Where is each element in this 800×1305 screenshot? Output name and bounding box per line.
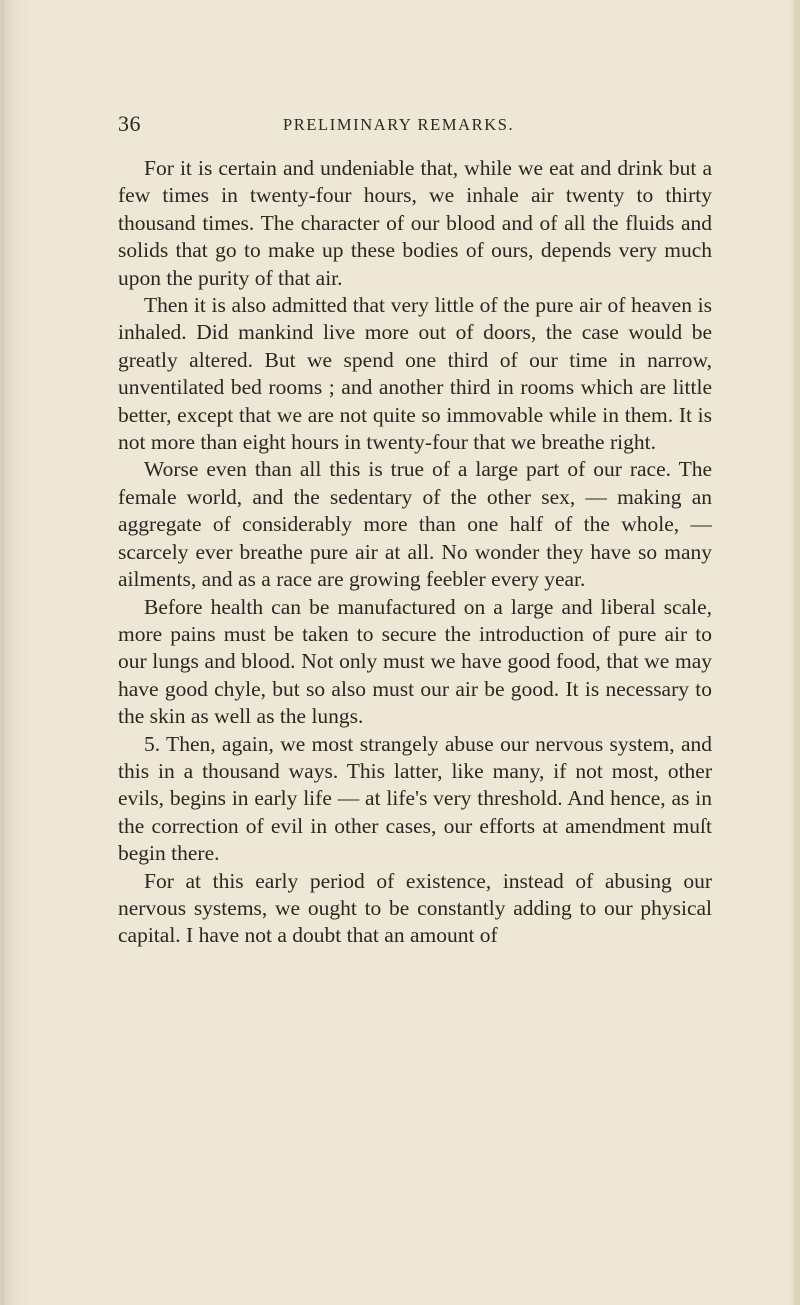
paragraph-4: Before health can be manufactured on a large and liberal scale, more pains must be taken to secure the introduction of pure air to our lungs and blood. Not only must we have good food, that we may have good chyle, but so also must our air be good. It is necessary to the skin as well as the lungs. <box>118 594 712 729</box>
page-gutter-shadow <box>0 0 4 1305</box>
body-text <box>118 155 712 950</box>
running-title: PRELIMINARY REMARKS. <box>283 115 515 134</box>
paragraph-6: For at this early period of existence, instead of abusing our nervous systems, we ought to be constantly adding to our physical capital. I have not a doubt that an amount of <box>118 868 712 948</box>
paragraph-2: Then it is also admitted that very little of the pure air of heaven is inhaled. Did mankind live more out of doors, the case would be greatly altered. But we spend one third of our time in narrow, unventilated bed rooms ; and another third in rooms which are little better, except that we are not quite so immovable while in them. It is not more than eight hours in twenty-four that we breathe right. <box>118 293 712 455</box>
paragraph-3: Worse even than all this is true of a large part of our race. The female world, and the sedentary of the other sex, — making an aggregate of considerably more than one half of the whole, — scarcely ever breathe pure air at all. No wonder they have so many ailments, and as a race are growing feebler every year. <box>118 457 712 592</box>
paragraph-1: For it is certain and undeniable that, while we eat and drink but a few times in twenty-four hours, we inhale air twenty to thirty thousand times. The character of our blood and of all the fluids and solids that go to make up these bodies of ours, depends very much upon the purity of that air. <box>118 156 712 290</box>
paragraph-5: 5. Then, again, we most strangely abuse our nervous system, and this in a thousand ways. This latter, like many, if not most, other evils, begins in early life — at life's very threshold. And hence, as in the correction of evil in other cases, our efforts at amendment muſt begin there. <box>118 731 712 866</box>
page-number: 36 <box>118 111 141 136</box>
page-edge <box>794 0 800 1305</box>
running-head <box>118 111 680 141</box>
